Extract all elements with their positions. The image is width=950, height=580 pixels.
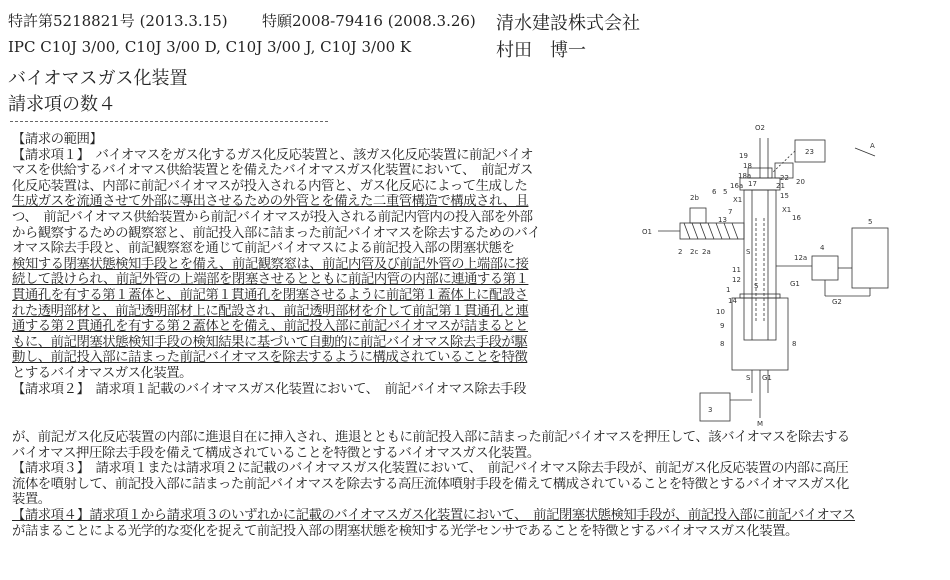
label-10: 10 (716, 308, 725, 316)
label-g1b: G1 (762, 374, 772, 382)
label-13: 13 (718, 216, 727, 224)
claim-line: 検知する閉塞状態検知手段とを備え、前記観察窓は、前記内管及び前記外管の上端部に接 (12, 256, 529, 272)
label-20: 20 (796, 178, 805, 186)
label-5: 5 (868, 218, 873, 226)
drawing-labels (642, 124, 875, 428)
label-23: 23 (805, 148, 814, 156)
label-9: 9 (720, 322, 725, 330)
label-o2: O2 (755, 124, 765, 132)
claim-line: 【請求項４】請求項１から請求項３のいずれかに記載のバイオマスガス化装置において、 前記閉塞状態検知手段が、前記投入部に前記バイオマス (12, 507, 856, 523)
application-number: 特願2008-79416 (2008.3.26) (262, 12, 476, 30)
claim-line: つ、 前記バイオマス供給装置から前記バイオマスが投入される前記内管内の投入部を外部 (12, 209, 533, 225)
patent-drawing (620, 118, 890, 428)
label-12a: 12a (794, 254, 808, 262)
claims-heading: 【請求の範囲】 (12, 132, 103, 147)
claim-line: が詰まることによる光学的な変化を捉えて前記投入部の閉塞状態を検知する光学センサであることを特徴とするバイオマスガス化装置。 (12, 523, 798, 539)
label-x1-right: X1 (782, 206, 792, 214)
claim-line: 【請求項１】 バイオマスをガス化するガス化反応装置と、該ガス化反応装置に前記バイオ (12, 147, 534, 163)
claim-count: 請求項の数４ (8, 94, 116, 115)
claim-line: が、前記ガス化反応装置の内部に進退自在に挿入され、進退とともに前記投入部に詰まった前記バイオマスを押圧して、該バイオマスを除去する (12, 430, 850, 445)
claims-text-left (12, 132, 584, 397)
patent-number: 特許第5218821号 (2013.3.15) (8, 12, 228, 30)
label-5b: 5 (723, 188, 728, 196)
label-18: 18 (743, 162, 752, 170)
label-15: 15 (780, 192, 789, 200)
label-16a: 16a (730, 182, 744, 190)
claim-line: オマス除去手段と、前記観察窓を通じて前記バイオマスによる前記投入部の閉塞状態を (12, 241, 515, 257)
invention-title: バイオマスガス化装置 (8, 68, 188, 89)
header-separator (10, 121, 328, 122)
claim-line: 化反応装置は、内部に前記バイオマスが投入される内管と、ガス化反応によって生成した (12, 178, 528, 194)
label-s2: S (754, 282, 759, 290)
applicant: 清水建設株式会社 (496, 13, 640, 34)
label-m: M (757, 420, 764, 428)
label-7: 7 (728, 208, 733, 216)
claim-line: バイオマス押圧除去手段を備えて構成されていることを特徴とするバイオマスガス化装置。 (12, 445, 540, 461)
label-g1: G1 (790, 280, 800, 288)
claim-line: 動し、前記投入部に詰まった前記バイオマスを除去するように構成されていることを特徴 (12, 350, 528, 366)
label-g2: G2 (832, 298, 842, 306)
label-12: 12 (732, 276, 741, 284)
label-3: 3 (708, 406, 713, 414)
claim-line: 【請求項２】 請求項１記載のバイオマスガス化装置において、 前記バイオマス除去手段 (12, 381, 527, 397)
label-14: 14 (728, 297, 737, 305)
label-8b: 8 (792, 340, 797, 348)
claim-line: 貫通孔を有する第１蓋体と、前記第１貫通孔を閉塞させるように前記第１蓋体上に配設さ (12, 287, 528, 303)
label-6: 6 (712, 188, 717, 196)
label-21: 21 (776, 182, 785, 190)
label-19: 19 (739, 152, 748, 160)
claim-line: 続して設けられ、前記外管の上端部を閉塞させるとともに前記内管の内部に連通する第１ (12, 272, 529, 288)
claim-line: とするバイオマスガス化装置。 (12, 365, 193, 381)
label-2a: 2a (702, 248, 711, 256)
inventor: 村田 博一 (496, 40, 586, 61)
label-s1: S (746, 248, 751, 256)
claim-line: 生成ガスを流通させて外部に導出させるための外管とを備えた二重管構造で構成され、且 (12, 194, 529, 210)
claim-line: 【請求項３】 請求項１または請求項２に記載のバイオマスガス化装置において、 前記バイオマス除去手段が、前記ガス化反応装置の内部に高圧 (12, 461, 849, 477)
label-4: 4 (820, 244, 825, 252)
label-2b: 2b (690, 194, 699, 202)
claim-line: 流体を噴射して、前記投入部に詰まった前記バイオマスを除去する高圧流体噴射手段を備えて構成されていることを特徴とするバイオマスガス化 (12, 476, 849, 492)
claim-line: マスを供給するバイオマス供給装置とを備えたバイオマスガス化装置において、 前記ガス (12, 163, 533, 179)
label-s3: S (746, 374, 751, 382)
claim-line: もに、前記閉塞状態検知手段の検知結果に基づいて自動的に前記バイオマス除去手段が駆 (12, 334, 528, 350)
label-2: 2 (678, 248, 683, 256)
label-x1-top: X1 (733, 196, 743, 204)
claim-line: から観察するための観察窓と、前記投入部に詰まった前記バイオマスを除去するためのバイ (12, 225, 541, 241)
ipc-classification: IPC C10J 3/00, C10J 3/00 D, C10J 3/00 J, C10J 3/00 K (8, 38, 412, 56)
label-17: 17 (748, 180, 757, 188)
label-1: 1 (726, 286, 731, 294)
label-o1: O1 (642, 228, 652, 236)
label-22: 22 (780, 174, 789, 182)
claims-text-bottom (12, 430, 942, 539)
claim-line: 通する第２貫通孔を有する第２蓋体とを備え、前記投入部に前記バイオマスが詰まるとと (12, 319, 529, 335)
label-16: 16 (792, 214, 801, 222)
drawing-lines (658, 138, 888, 421)
label-8: 8 (720, 340, 725, 348)
label-11: 11 (732, 266, 741, 274)
claim-line: 装置。 (12, 492, 51, 508)
claim-line: れた透明部材と、前記透明部材上に配設され、前記透明部材を介して前記第１貫通孔と連 (12, 303, 529, 319)
label-18a: 18a (738, 172, 752, 180)
label-ref-a: A (870, 142, 875, 150)
label-2c: 2c (690, 248, 699, 256)
